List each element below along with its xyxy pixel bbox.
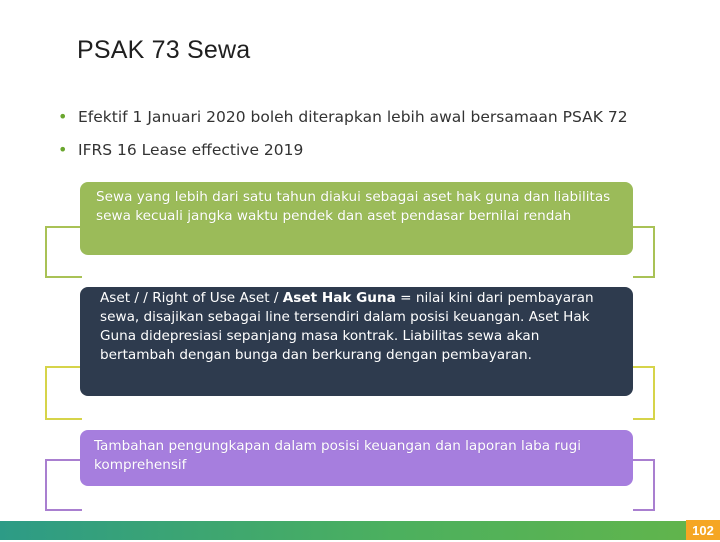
- dark-right-bracket: [633, 366, 655, 420]
- dark-box-text-bold: Aset Hak Guna: [282, 290, 396, 306]
- bullet-text: IFRS 16 Lease effective 2019: [78, 141, 304, 159]
- bullet-dot-icon: •: [58, 107, 68, 126]
- violet-right-bracket: [633, 459, 655, 511]
- bullet-text: Efektif 1 Januari 2020 boleh diterapkan lebih awal bersamaan PSAK 72: [78, 108, 628, 126]
- bullet-dot-icon: •: [58, 140, 68, 159]
- green-box-text: Sewa yang lebih dari satu tahun diakui sebagai aset hak guna dan liabilitas sewa kecuali jangka waktu pendek dan aset pendasar bernilai rendah: [96, 189, 611, 224]
- violet-box-text: Tambahan pengungkapan dalam posisi keuangan dan laporan laba rugi komprehensif: [94, 438, 582, 473]
- green-info-box: [80, 182, 633, 255]
- slide-title: PSAK 73 Sewa: [77, 36, 251, 64]
- green-left-bracket: [45, 226, 82, 278]
- dark-info-box: [80, 287, 633, 396]
- green-right-bracket: [633, 226, 655, 278]
- page-number: 102: [686, 520, 720, 540]
- violet-left-bracket: [45, 459, 82, 511]
- footer-bar: [0, 521, 720, 540]
- dark-box-text-suffix: = nilai kini dari pembayaran sewa, disajikan sebagai line tersendiri dalam posisi keuangan. Aset Hak Guna didepresiasi sepanjang masa kontrak. Liabilitas sewa akan bertambah dengan bunga dan berkurang dengan pembayaran.: [100, 290, 594, 363]
- dark-left-bracket: [45, 366, 82, 420]
- dark-box-text-prefix: Aset / / Right of Use Aset /: [100, 290, 283, 306]
- violet-info-box: [80, 430, 633, 486]
